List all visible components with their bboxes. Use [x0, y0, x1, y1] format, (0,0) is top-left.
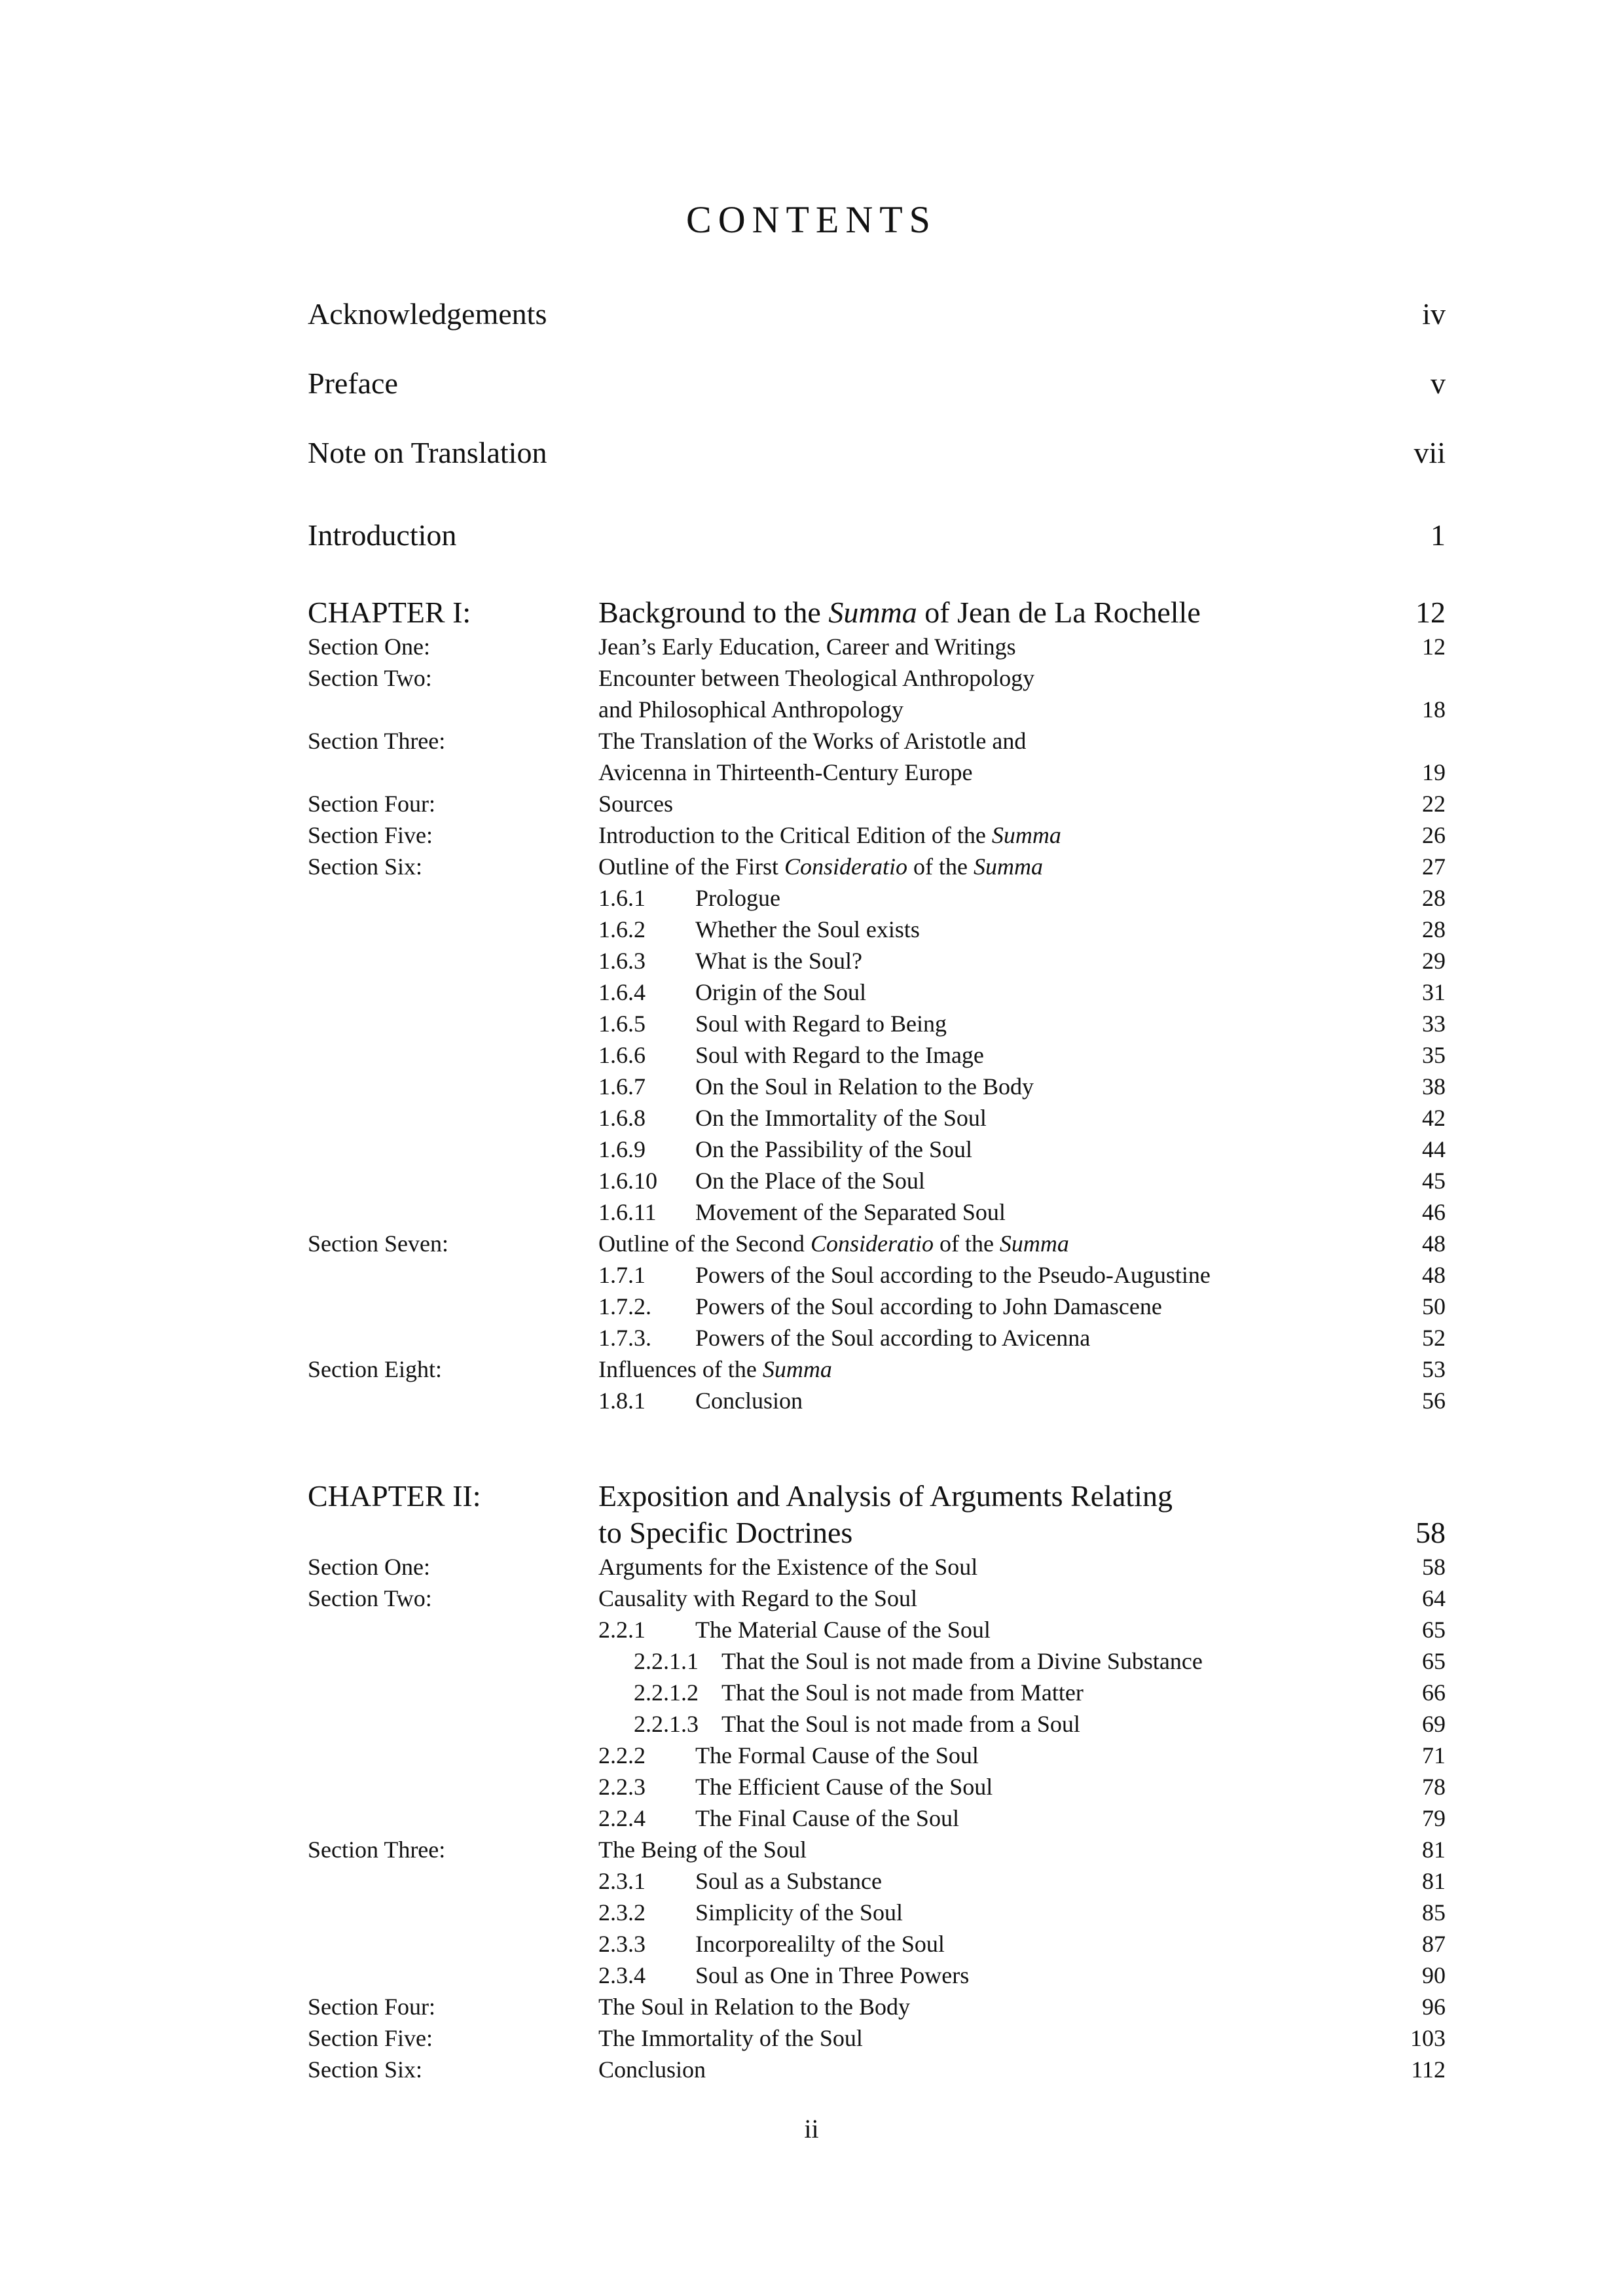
subsection-title: Soul with Regard to Being	[695, 1011, 947, 1037]
subsection-page: 90	[1422, 1962, 1446, 1988]
section-page: 64	[1422, 1585, 1446, 1611]
section-title: The Soul in Relation to the Body	[598, 1994, 910, 2020]
toc-row[interactable]	[308, 851, 1446, 882]
section-title: The Being of the Soul	[598, 1837, 807, 1863]
subsection-number: 2.3.4	[598, 1962, 646, 1988]
section-title: Conclusion	[598, 2056, 706, 2083]
subsection-page: 45	[1422, 1168, 1446, 1194]
toc-row[interactable]	[308, 662, 1446, 694]
subsection-page: 87	[1422, 1931, 1446, 1957]
subsection-number: 1.6.6	[598, 1042, 646, 1068]
page-title: CONTENTS	[686, 198, 937, 241]
toc-row[interactable]	[308, 631, 1446, 662]
section-page: 27	[1422, 853, 1446, 880]
subsection-page: 38	[1422, 1073, 1446, 1100]
chapter-2	[308, 1478, 1446, 2085]
toc-entry-introduction[interactable]	[308, 514, 1446, 556]
subsection-number: 2.3.3	[598, 1931, 646, 1957]
entry-title: Introduction	[308, 518, 457, 552]
toc-subsection-row[interactable]	[308, 1614, 1446, 1645]
chapter-2-heading[interactable]	[308, 1478, 1446, 1551]
toc-row[interactable]	[308, 788, 1446, 819]
section-title: Causality with Regard to the Soul	[598, 1585, 917, 1611]
subsection-title: The Final Cause of the Soul	[695, 1805, 959, 1831]
toc-entry-note-on-translation[interactable]	[308, 432, 1446, 474]
section-page: 12	[1422, 634, 1446, 660]
toc-subsection-row[interactable]	[308, 1196, 1446, 1228]
subsubsection-page: 65	[1422, 1648, 1446, 1674]
chapter-1-heading[interactable]	[308, 594, 1446, 631]
section-page: 18	[1422, 696, 1446, 723]
chapter-title: Background to the Summa of Jean de La Rochelle	[598, 596, 1201, 629]
subsection-title: Soul with Regard to the Image	[695, 1042, 984, 1068]
subsection-title: On the Passibility of the Soul	[695, 1136, 972, 1162]
subsubsection-number: 2.2.1.3	[634, 1711, 699, 1737]
toc-subsection-row[interactable]	[308, 1291, 1446, 1322]
chapter-label: CHAPTER II:	[308, 1479, 481, 1513]
subsection-page: 28	[1422, 916, 1446, 942]
chapter-1	[308, 594, 1446, 1416]
section-page: 22	[1422, 791, 1446, 817]
toc-row[interactable]	[308, 1834, 1446, 1865]
toc-subsection-row[interactable]	[308, 1008, 1446, 1039]
section-page: 48	[1422, 1230, 1446, 1257]
toc-subsection-row[interactable]	[308, 1740, 1446, 1771]
subsection-title: Powers of the Soul according to Avicenna	[695, 1325, 1091, 1351]
subsection-title: Simplicity of the Soul	[695, 1899, 903, 1926]
subsection-title: Incorporealilty of the Soul	[695, 1931, 945, 1957]
section-title: Arguments for the Existence of the Soul	[598, 1554, 978, 1580]
subsection-page: 71	[1422, 1742, 1446, 1768]
subsection-page: 81	[1422, 1868, 1446, 1894]
subsection-number: 1.6.7	[598, 1073, 646, 1100]
subsection-title: Origin of the Soul	[695, 979, 866, 1005]
subsection-number: 1.8.1	[598, 1388, 646, 1414]
subsection-page: 78	[1422, 1774, 1446, 1800]
toc-subsubsection-row[interactable]	[308, 1677, 1446, 1708]
subsection-number: 1.6.1	[598, 885, 646, 911]
section-title-continued: Avicenna in Thirteenth-Century Europe	[598, 759, 973, 785]
toc-row[interactable]	[308, 1228, 1446, 1259]
toc-subsection-row[interactable]	[308, 1803, 1446, 1834]
toc-row[interactable]	[308, 1354, 1446, 1385]
subsection-title: The Formal Cause of the Soul	[695, 1742, 979, 1768]
subsection-number: 1.6.4	[598, 979, 646, 1005]
subsection-page: 48	[1422, 1262, 1446, 1288]
subsection-title: The Material Cause of the Soul	[695, 1617, 991, 1643]
section-page: 26	[1422, 822, 1446, 848]
toc-subsection-row[interactable]	[308, 1322, 1446, 1354]
section-label: Section Two:	[308, 1585, 432, 1611]
toc-subsection-row[interactable]	[308, 1928, 1446, 1960]
subsection-number: 2.2.4	[598, 1805, 646, 1831]
subsection-title: Movement of the Separated Soul	[695, 1199, 1006, 1225]
subsection-page: 33	[1422, 1011, 1446, 1037]
subsection-number: 1.6.8	[598, 1105, 646, 1131]
subsection-page: 44	[1422, 1136, 1446, 1162]
entry-page: v	[1431, 367, 1446, 400]
section-page: 103	[1410, 2025, 1446, 2051]
toc-entry-preface[interactable]	[308, 363, 1446, 404]
toc-row[interactable]	[308, 1583, 1446, 1614]
subsection-number: 1.7.1	[598, 1262, 646, 1288]
section-label: Section Five:	[308, 2025, 433, 2051]
subsection-title: Powers of the Soul according to John Damascene	[695, 1293, 1162, 1319]
toc-row[interactable]	[308, 694, 1446, 725]
subsection-title: On the Immortality of the Soul	[695, 1105, 987, 1131]
subsection-page: 52	[1422, 1325, 1446, 1351]
subsection-number: 1.6.11	[598, 1199, 657, 1225]
section-label: Section Three:	[308, 1837, 446, 1863]
entry-title: Preface	[308, 367, 398, 400]
section-label: Section One:	[308, 1554, 430, 1580]
entry-page: 1	[1431, 518, 1446, 552]
section-page: 58	[1422, 1554, 1446, 1580]
subsubsection-title: That the Soul is not made from a Soul	[721, 1711, 1080, 1737]
section-page: 81	[1422, 1837, 1446, 1863]
subsection-page: 31	[1422, 979, 1446, 1005]
section-label: Section Four:	[308, 791, 435, 817]
section-page: 112	[1411, 2056, 1446, 2083]
toc-subsubsection-row[interactable]	[308, 1645, 1446, 1677]
section-title: Encounter between Theological Anthropology	[598, 665, 1035, 691]
section-label: Section Six:	[308, 2056, 423, 2083]
section-title: Outline of the First Consideratio of the Summa	[598, 853, 1043, 880]
entry-page: iv	[1422, 297, 1446, 331]
toc-row[interactable]	[308, 819, 1446, 851]
chapter-title-line-1: Exposition and Analysis of Arguments Relating	[598, 1479, 1173, 1513]
chapter-title-line-2: to Specific Doctrines	[598, 1516, 853, 1549]
subsection-number: 1.7.3.	[598, 1325, 651, 1351]
section-title: Introduction to the Critical Edition of the Summa	[598, 822, 1061, 848]
subsubsection-title: That the Soul is not made from a Divine Substance	[721, 1648, 1203, 1674]
subsection-title: On the Soul in Relation to the Body	[695, 1073, 1034, 1100]
subsubsection-page: 66	[1422, 1679, 1446, 1706]
toc-subsection-row[interactable]	[308, 1134, 1446, 1165]
section-title: The Immortality of the Soul	[598, 2025, 863, 2051]
section-title: Sources	[598, 791, 673, 817]
toc-row[interactable]	[308, 2022, 1446, 2054]
subsection-page: 79	[1422, 1805, 1446, 1831]
subsubsection-page: 69	[1422, 1711, 1446, 1737]
chapter-label: CHAPTER I:	[308, 596, 471, 629]
section-label: Section Four:	[308, 1994, 435, 2020]
subsection-number: 1.6.10	[598, 1168, 657, 1194]
section-title: Jean’s Early Education, Career and Writings	[598, 634, 1016, 660]
subsection-number: 2.2.1	[598, 1617, 646, 1643]
toc-subsection-row[interactable]	[308, 945, 1446, 977]
subsection-number: 2.3.2	[598, 1899, 646, 1926]
section-label: Section Seven:	[308, 1230, 448, 1257]
subsection-page: 56	[1422, 1388, 1446, 1414]
toc-row[interactable]	[308, 757, 1446, 788]
section-page: 96	[1422, 1994, 1446, 2020]
toc-subsection-row[interactable]	[308, 1865, 1446, 1897]
section-label: Section Six:	[308, 853, 423, 880]
subsection-number: 1.6.9	[598, 1136, 646, 1162]
subsection-title: Powers of the Soul according to the Pseudo-Augustine	[695, 1262, 1211, 1288]
subsection-page: 28	[1422, 885, 1446, 911]
toc-entry-acknowledgements[interactable]	[308, 293, 1446, 335]
subsection-title: Whether the Soul exists	[695, 916, 920, 942]
toc-row[interactable]	[308, 1551, 1446, 1583]
toc-subsection-row[interactable]	[308, 914, 1446, 945]
entry-title: Note on Translation	[308, 436, 547, 469]
subsection-number: 2.2.3	[598, 1774, 646, 1800]
subsection-title: Soul as a Substance	[695, 1868, 882, 1894]
toc-subsection-row[interactable]	[308, 1771, 1446, 1803]
entry-title: Acknowledgements	[308, 297, 547, 331]
subsection-number: 1.6.3	[598, 948, 646, 974]
subsection-title: On the Place of the Soul	[695, 1168, 925, 1194]
toc-subsubsection-row[interactable]	[308, 1708, 1446, 1740]
subsection-page: 29	[1422, 948, 1446, 974]
subsection-page: 42	[1422, 1105, 1446, 1131]
subsection-title: The Efficient Cause of the Soul	[695, 1774, 993, 1800]
toc-subsection-row[interactable]	[308, 977, 1446, 1008]
section-page: 19	[1422, 759, 1446, 785]
toc-subsection-row[interactable]	[308, 882, 1446, 914]
entry-page: vii	[1413, 436, 1446, 469]
chapter-page: 58	[1415, 1516, 1446, 1549]
toc-subsection-row[interactable]	[308, 1259, 1446, 1291]
subsubsection-number: 2.2.1.2	[634, 1679, 699, 1706]
subsection-title: Prologue	[695, 885, 780, 911]
subsection-page: 50	[1422, 1293, 1446, 1319]
toc-subsection-row[interactable]	[308, 1897, 1446, 1928]
subsubsection-number: 2.2.1.1	[634, 1648, 699, 1674]
subsection-page: 35	[1422, 1042, 1446, 1068]
section-title: Outline of the Second Consideratio of the Summa	[598, 1230, 1069, 1257]
section-title-continued: and Philosophical Anthropology	[598, 696, 903, 723]
section-label: Section Five:	[308, 822, 433, 848]
toc-row[interactable]	[308, 2054, 1446, 2085]
subsubsection-title: That the Soul is not made from Matter	[721, 1679, 1084, 1706]
section-title: The Translation of the Works of Aristotle and	[598, 728, 1027, 754]
subsection-number: 1.6.2	[598, 916, 646, 942]
subsection-number: 2.3.1	[598, 1868, 646, 1894]
toc-subsection-row[interactable]	[308, 1165, 1446, 1196]
section-label: Section Two:	[308, 665, 432, 691]
section-page: 53	[1422, 1356, 1446, 1382]
toc-subsection-row[interactable]	[308, 1385, 1446, 1416]
section-label: Section Eight:	[308, 1356, 442, 1382]
subsection-title: What is the Soul?	[695, 948, 862, 974]
toc-row[interactable]	[308, 1991, 1446, 2022]
toc-subsection-row[interactable]	[308, 1960, 1446, 1991]
toc-subsection-row[interactable]	[308, 1071, 1446, 1102]
section-label: Section One:	[308, 634, 430, 660]
page-number: ii	[804, 2114, 819, 2144]
subsection-number: 1.6.5	[598, 1011, 646, 1037]
toc-subsection-row[interactable]	[308, 1102, 1446, 1134]
toc-row[interactable]	[308, 725, 1446, 757]
subsection-title: Conclusion	[695, 1388, 803, 1414]
section-title: Influences of the Summa	[598, 1356, 832, 1382]
subsection-title: Soul as One in Three Powers	[695, 1962, 970, 1988]
subsection-page: 65	[1422, 1617, 1446, 1643]
section-label: Section Three:	[308, 728, 446, 754]
toc-subsection-row[interactable]	[308, 1039, 1446, 1071]
subsection-number: 2.2.2	[598, 1742, 646, 1768]
chapter-page: 12	[1415, 596, 1446, 629]
subsection-number: 1.7.2.	[598, 1293, 651, 1319]
subsection-page: 85	[1422, 1899, 1446, 1926]
subsection-page: 46	[1422, 1199, 1446, 1225]
